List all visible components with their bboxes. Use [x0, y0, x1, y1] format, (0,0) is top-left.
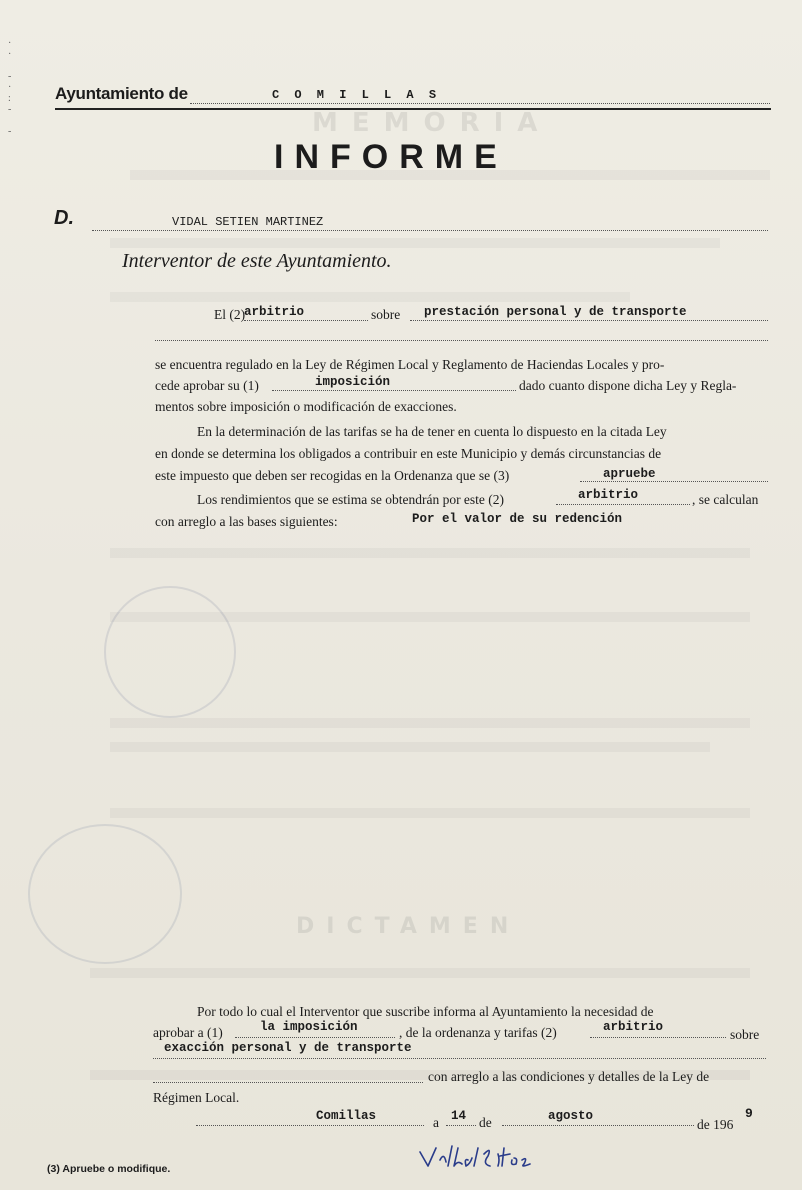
addressee-role: Interventor de este Ayuntamiento.: [122, 250, 392, 272]
date-place: Comillas: [316, 1109, 377, 1123]
show-through-heading: DICTAMEN: [296, 914, 521, 939]
date-de-label: de: [479, 1115, 492, 1130]
date-year-prefix: de 196: [697, 1117, 734, 1132]
date-dotted-line: [502, 1125, 694, 1126]
para1-line3: mentos sobre imposición o modificación de exacciones.: [155, 399, 457, 414]
conclusion-line5: Régimen Local.: [153, 1090, 240, 1105]
field-dotted-line: [153, 1082, 423, 1083]
field-dotted-line: [556, 504, 690, 505]
conclusion-sobre-label: sobre: [730, 1027, 760, 1042]
show-through-line: [110, 292, 630, 302]
edge-marks: · · - · : - -: [8, 38, 12, 137]
date-year-suffix: 9: [745, 1106, 753, 1121]
field-dotted-line: [155, 340, 768, 341]
date-month: agosto: [548, 1109, 594, 1123]
date-day: 14: [451, 1109, 467, 1123]
show-through-line: [110, 808, 750, 818]
para2-field3: apruebe: [603, 467, 656, 481]
conclusion-ordenanza-label: , de la ordenanza y tarifas (2): [399, 1025, 557, 1040]
para3-line2: con arreglo a las bases siguientes:: [155, 514, 338, 529]
addressee-dotted-line: [92, 230, 768, 231]
para1-field1: imposición: [315, 375, 391, 389]
show-through-line: [110, 742, 710, 752]
show-through-line: [110, 718, 750, 728]
para1-sobre-label: sobre: [371, 307, 401, 322]
conclusion-field1: la imposición: [260, 1020, 358, 1034]
municipality-label: Ayuntamiento de: [55, 84, 188, 103]
document-title: INFORME: [274, 138, 508, 176]
para2-line3: este impuesto que deben ser recogidas en la Ordenanza que se (3): [155, 468, 510, 483]
field-dotted-line: [590, 1037, 726, 1038]
conclusion-line1: Por todo lo cual el Interventor que suscribe informa al Ayuntamiento la necesidad de: [197, 1004, 654, 1019]
para3-line1-a: Los rendimientos que se estima se obtendrán por este (2): [197, 492, 505, 507]
para3-line1-b: , se calculan: [692, 492, 759, 507]
footnote: (3) Apruebe o modifique.: [47, 1163, 171, 1175]
show-through-line: [110, 238, 720, 248]
handwritten-signature: [418, 1138, 548, 1174]
field-dotted-line: [153, 1058, 766, 1059]
date-dotted-line: [446, 1125, 476, 1126]
conclusion-field2: arbitrio: [603, 1020, 664, 1034]
para1-line1: se encuentra regulado en la Ley de Régimen Local y Reglamento de Haciendas Locales y pro-: [155, 357, 665, 372]
date-a-label: a: [433, 1115, 439, 1130]
municipality-dotted-line: [190, 103, 770, 104]
field-dotted-line: [244, 320, 368, 321]
conclusion-line4: con arreglo a las condiciones y detalles de la Ley de: [428, 1069, 710, 1084]
field-dotted-line: [235, 1037, 395, 1038]
show-through-line: [110, 548, 750, 558]
para1-el-label: El (2): [214, 307, 246, 322]
conclusion-line3: exacción personal y de transporte: [164, 1041, 412, 1055]
para1-sobre-value: prestación personal y de transporte: [424, 305, 687, 319]
field-dotted-line: [272, 390, 516, 391]
para3-bases: Por el valor de su redención: [412, 512, 623, 526]
show-through-line: [90, 968, 750, 978]
date-dotted-line: [196, 1125, 424, 1126]
conclusion-aprobar-label: aprobar a (1): [153, 1025, 223, 1040]
para1-field2: arbitrio: [244, 305, 305, 319]
addressee-name: VIDAL SETIEN MARTINEZ: [172, 215, 324, 229]
para2-line1: En la determinación de las tarifas se ha de tener en cuenta lo dispuesto en la citada Ley: [197, 424, 667, 439]
municipality-value: C O M I L L A S: [272, 88, 441, 102]
field-dotted-line: [410, 320, 768, 321]
para3-field2: arbitrio: [578, 488, 639, 502]
field-dotted-line: [580, 481, 768, 482]
para1-line2-a: cede aprobar su (1): [155, 378, 259, 393]
show-through-title: MEMORIA: [312, 108, 552, 138]
addressee-prefix: D.: [54, 207, 74, 229]
show-through-stamp: [28, 824, 182, 964]
show-through-stamp: [104, 586, 236, 718]
header-rule: [55, 108, 771, 110]
para1-line2-b: dado cuanto dispone dicha Ley y Regla-: [519, 378, 737, 393]
para2-line2: en donde se determina los obligados a contribuir en este Municipio y demás circunstancias de: [155, 446, 662, 461]
